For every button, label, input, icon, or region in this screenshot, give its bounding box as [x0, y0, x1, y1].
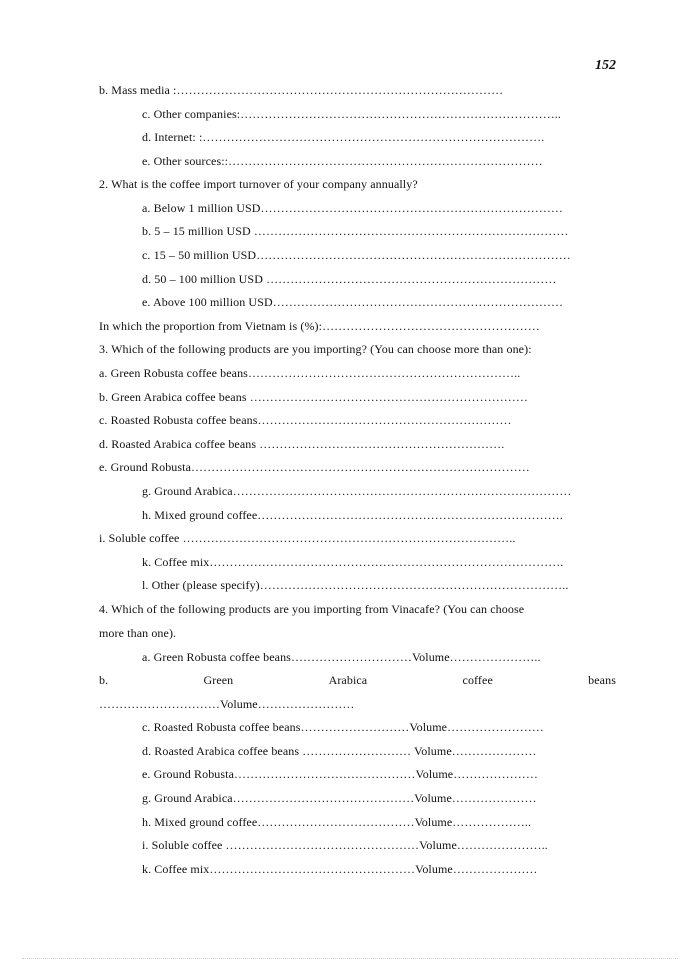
word: Green — [203, 673, 234, 687]
doc-line: d. Roasted Arabica coffee beans ……………………………………………………. — [99, 437, 505, 451]
doc-line: l. Other (please specify)………………………………………………………………….. — [142, 578, 569, 592]
doc-line: c. Roasted Robusta coffee beans……………………………………………………… — [99, 413, 512, 427]
doc-line: In which the proportion from Vietnam is (%):……………………………………………… — [99, 319, 540, 333]
doc-line: g. Ground Arabica………………………………………………………………………… — [142, 484, 572, 498]
doc-line: b. Mass media :……………………………………………………………………… — [99, 83, 504, 97]
justified-line — [99, 671, 616, 689]
doc-line: e. Ground Robusta………………………………………………………………………… — [99, 460, 530, 474]
doc-line: d. Internet: :…………………………………………………………………………. — [142, 130, 545, 144]
doc-line: d. Roasted Arabica coffee beans ……………………… Volume………………… — [142, 744, 537, 758]
word: b. — [99, 673, 109, 687]
doc-line: k. Coffee mix……………………………………………Volume………………… — [142, 862, 538, 876]
doc-line: i. Soluble coffee ……………………………………………………………………….. — [99, 531, 516, 545]
doc-line: a. Green Robusta coffee beans…………………………Volume………………….. — [142, 650, 541, 664]
page-number: 152 — [595, 58, 616, 73]
doc-line: g. Ground Arabica………………………………………Volume………………… — [142, 791, 537, 805]
doc-line: e. Other sources::…………………………………………………………………… — [142, 154, 543, 168]
doc-line: i. Soluble coffee …………………………………………Volume………………….. — [142, 838, 548, 852]
question-4: 4. Which of the following products are you importing from Vinacafe? (You can choose — [99, 602, 525, 616]
doc-line: c. Roasted Robusta coffee beans………………………Volume…………………… — [142, 720, 544, 734]
word: Arabica — [328, 673, 368, 687]
question-2: 2. What is the coffee import turnover of your company annually? — [99, 177, 418, 191]
question-3: 3. Which of the following products are you importing? (You can choose more than one): — [99, 342, 532, 356]
word: beans — [588, 673, 616, 687]
doc-line: e. Ground Robusta………………………………………Volume………………… — [142, 767, 538, 781]
doc-line: b. Green Arabica coffee beans …………………………………………………………… — [99, 390, 529, 404]
doc-line: c. Other companies:…………………………………………………………………….. — [142, 107, 561, 121]
doc-line: a. Below 1 million USD………………………………………………………………… — [142, 201, 564, 215]
doc-line: more than one). — [99, 626, 177, 640]
doc-line: b. 5 – 15 million USD …………………………………………………………………… — [142, 224, 569, 238]
doc-line: k. Coffee mix……………………………………………………………………………. — [142, 555, 564, 569]
doc-line: e. Above 100 million USD……………………………………………………………… — [142, 295, 564, 309]
doc-line: d. 50 – 100 million USD ……………………………………………………………… — [142, 272, 557, 286]
doc-line: c. 15 – 50 million USD…………………………………………………………………… — [142, 248, 571, 262]
doc-line: …………………………Volume…………………… — [99, 697, 355, 711]
word: coffee — [462, 673, 493, 687]
doc-line: h. Mixed ground coffee…………………………………………………………………. — [142, 508, 563, 522]
doc-line: h. Mixed ground coffee…………………………………Volume……………….. — [142, 815, 532, 829]
page-bottom-rule — [22, 958, 678, 959]
doc-line: a. Green Robusta coffee beans………………………………………………………….. — [99, 366, 521, 380]
